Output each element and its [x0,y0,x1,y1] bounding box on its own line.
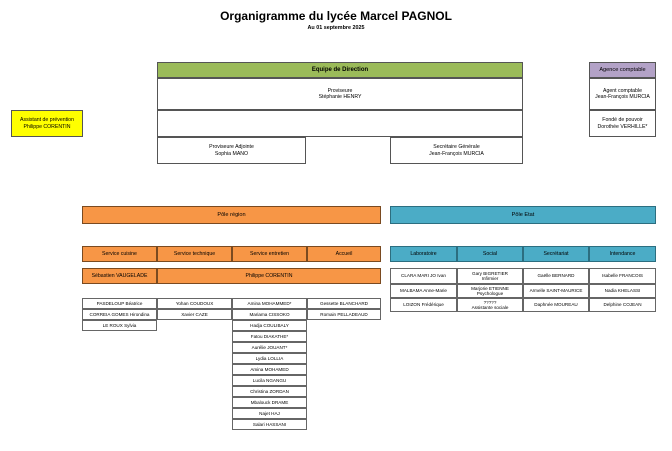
list-item [232,342,307,353]
list-item [232,386,307,397]
proviseur-box [157,78,523,110]
list-item [390,284,457,298]
cuisine-staff: CORREIA GOMES Hirondina [89,311,150,317]
list-item [589,284,656,298]
agence-header-label: Agence comptable [599,66,646,73]
social-staff-name: Marjorie ETIENNE [471,285,509,291]
entretien-staff: Amina MOHAMED [250,366,289,372]
pole-etat-label: Pôle Etat [511,211,535,218]
pole-etat-header [390,206,656,224]
proviseur-role: Proviseure [327,87,353,94]
social-staff-name: ????? [483,299,497,305]
social-label: Social [482,250,498,257]
entretien-staff: Lydia LOLLIA [255,355,284,361]
agence-header [589,62,656,78]
adjointe-box [157,137,306,164]
secretariat-label: Secrétariat [543,250,569,257]
list-item [390,298,457,312]
secretariat-staff: Armelle SAINT-MAURICE [529,288,583,294]
secretariat-header [523,246,589,262]
list-item [307,309,381,320]
service-technique-header [157,246,232,262]
list-item [232,353,307,364]
accueil-staff: Gessette BLANCHARD [320,300,368,306]
laboratoire-staff: LOIZON Frédérique [403,302,444,308]
intendance-header [589,246,656,262]
list-item [523,298,589,312]
agent-role: Agent comptable [603,87,642,94]
accueil-staff: Romain PELLADEAUD [320,311,368,317]
intendance-staff: Delphine COJEAN [603,302,642,308]
list-item [232,298,307,309]
laboratoire-staff: MALBAMA Anne-Marie [400,288,447,294]
intendance-staff: Isabelle FRANCOIS [602,273,643,279]
pole-region-label: Pôle région [217,211,246,218]
list-item [457,298,523,312]
lead-cuisine-name: Sébastien VAUGELADE [91,272,148,279]
list-item [589,268,656,284]
agent-comptable-box [589,78,656,110]
entretien-staff: Aurélie JOUANT* [251,344,288,350]
fonde-name: Dorothée VERHILLE* [597,123,648,130]
list-item [82,298,157,309]
secretariat-staff: Daphnée MOUREAU [534,302,578,308]
service-entretien-label: Service entretien [250,250,289,257]
intendance-staff: Nadia KHELASSI [604,288,641,294]
list-item [232,397,307,408]
entretien-staff: Hadja COULIBALY [250,322,289,328]
prevention-role: Assistant de prévention [20,117,74,124]
entretien-staff: Mbalouck DRAME [250,399,289,405]
direction-header [157,62,523,78]
entretien-staff: Lucila NGANGU [252,377,287,383]
prevention-box [11,110,83,137]
list-item [307,298,381,309]
social-staff-name: Gary BIGRETIER [472,270,508,276]
list-item [232,309,307,320]
technique-staff: Yohan COUDOUX [175,300,214,306]
social-staff-role: Infirmier [481,276,499,281]
list-item [232,375,307,386]
laboratoire-header [390,246,457,262]
cuisine-staff: LE ROUX Sylvia [102,322,137,328]
social-header [457,246,523,262]
list-item [523,284,589,298]
laboratoire-label: Laboratoire [410,250,437,257]
secretaire-name: Jean-François MURCIA [429,150,484,157]
service-cuisine-label: Service cuisine [102,250,137,257]
fonde-pouvoir-box [589,110,656,137]
accueil-label: Accueil [335,250,353,257]
entretien-staff: Fatou DIAKATHE* [250,333,289,339]
secretariat-staff: Gaëlle BERNARD [537,273,575,279]
technique-staff: Xavier CAZE [181,311,208,317]
intendance-label: Intendance [609,250,636,257]
list-item [457,284,523,298]
list-item [157,309,232,320]
adjointe-role: Proviseure Adjointe [209,144,254,151]
lead-others-name: Philippe CORENTIN [245,272,293,279]
fonde-role: Fondé de pouvoir [602,117,643,124]
list-item [232,364,307,375]
laboratoire-staff: CLARA MARI JO Ivan [401,273,446,279]
list-item [232,419,307,430]
entretien-staff: Christina ZORDAN [250,388,289,394]
list-item [82,320,157,331]
direction-spacer [157,110,523,137]
pole-region-header [82,206,381,224]
entretien-staff: Amina MOHAMMED* [247,300,292,306]
accueil-header [307,246,381,262]
list-item [232,320,307,331]
direction-header-label: Equipe de Direction [311,66,369,73]
entretien-staff: Najet HAJ [259,410,280,416]
list-item [232,331,307,342]
prevention-name: Philippe CORENTIN [23,123,71,130]
page-title: Organigramme du lycée Marcel PAGNOL [220,9,452,23]
entretien-staff: Mariama CISSOKO [249,311,290,317]
adjointe-name: Sophia MANO [214,150,249,157]
entretien-staff: Salari HASSANI [252,421,287,427]
page-subtitle: Au 01 septembre 2025 [307,25,365,31]
list-item [232,408,307,419]
service-cuisine-header [82,246,157,262]
list-item [457,268,523,284]
list-item [523,268,589,284]
social-staff-role: Psychologue [476,291,504,296]
cuisine-staff: PASDELOUP Béatrice [96,300,143,306]
service-entretien-header [232,246,307,262]
service-technique-label: Service technique [173,250,216,257]
agent-name: Jean-François MURCIA [595,94,650,100]
list-item [589,298,656,312]
proviseur-name: Stéphanie HENRY [318,94,362,100]
list-item [157,298,232,309]
list-item [82,309,157,320]
social-staff-role: Assistante sociale [471,305,509,310]
secretaire-box [390,137,523,164]
lead-others [157,268,381,284]
list-item [390,268,457,284]
secretaire-role: Secrétaire Générale [433,144,480,151]
lead-cuisine [82,268,157,284]
